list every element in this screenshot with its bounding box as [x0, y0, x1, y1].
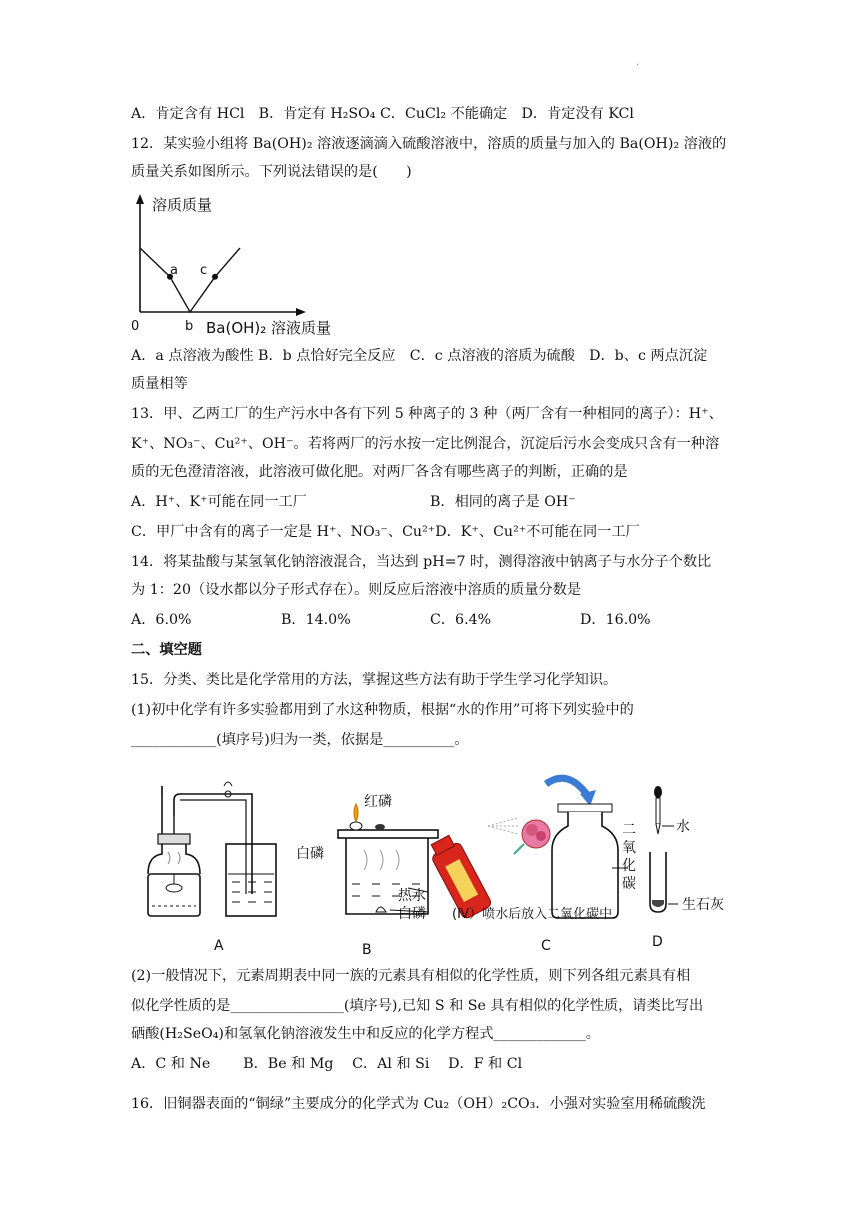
co2-label: 二氧化碳: [622, 822, 636, 892]
q13-options-cd: C．甲厂中含有的离子一定是 H⁺、NO₃⁻、Cu²⁺D．K⁺、Cu²⁺不可能在同一工厂: [131, 524, 640, 540]
q12-graph: [128, 190, 348, 340]
q15-part1-line2: ____________(填序号)归为一类，依据是__________。: [131, 732, 469, 748]
q12-options-line1: A．a 点溶液为酸性 B．b 点恰好完全反应 C．c 点溶液的溶质为硫酸 D．b、c 两点沉淀: [131, 348, 708, 364]
point-a-label: a: [170, 263, 178, 278]
point-b-label: b: [185, 319, 194, 334]
x-axis-arrow: [296, 308, 306, 316]
hot-water-label: 热水: [398, 888, 426, 904]
experiment-a: [148, 782, 276, 954]
q15-part2-line1: (2)一般情况下，元素周期表中同一族的元素具有相似的化学性质，则下列各组元素具有相: [131, 968, 691, 984]
q14-option-a: A．6.0%: [131, 612, 192, 628]
q13-option-b: B．相同的离子是 OH⁻: [430, 494, 576, 510]
q15-part2-line2: 似化学性质的是________________(填序号),已知 S 和 Se 具有相似的化学性质，请类比写出: [131, 998, 704, 1014]
q11-options: A．肯定含有 HCl B．肯定有 H₂SO₄ C．CuCl₂ 不能确定 D．肯定没有 KCl: [131, 106, 634, 122]
q14-option-b: B．14.0%: [281, 612, 351, 628]
label-a: A: [214, 938, 224, 954]
q15-part2-line3: 硒酸(H₂SeO₄)和氢氧化钠溶液发生中和反应的化学方程式_____________。: [131, 1026, 600, 1042]
label-b: B: [362, 942, 372, 958]
q12-options-line2: 质量相等: [131, 376, 188, 392]
point-c-label: c: [200, 263, 208, 278]
q14-option-d: D．16.0%: [580, 612, 651, 628]
experiment-d: [650, 786, 724, 950]
q14-stem-line2: 为 1：20（设水都以分子形式存在）。则反应后溶液中溶质的质量分数是: [131, 582, 582, 598]
quicklime-label: 生石灰: [682, 897, 724, 913]
label-c: C: [541, 938, 551, 954]
y-axis-arrow: [136, 194, 144, 204]
curve-line: [140, 248, 240, 312]
q12-stem-line1: 12．某实验小组将 Ba(OH)₂ 溶液逐滴滴入硫酸溶液中，溶质的质量与加入的 Ba(OH)₂ 溶液的: [131, 136, 727, 152]
white-phosphorus-left-label: 白磷: [296, 846, 324, 862]
experiment-b: [296, 793, 438, 958]
q13-stem-line2: K⁺、NO₃⁻、Cu²⁺、OH⁻。若将两厂的污水按一定比例混合，沉淀后污水会变成只含有一种溶: [131, 436, 720, 452]
graph-curve: [140, 248, 240, 312]
q13-stem-line1: 13．甲、乙两工厂的生产污水中各有下列 5 种离子的 3 种（两厂含有一种相同的离子）：H⁺、: [131, 406, 723, 422]
red-phosphorus-label: 红磷: [364, 794, 392, 810]
q14-stem-line1: 14．将某盐酸与某氢氧化钠溶液混合，当达到 pH=7 时，测得溶液中钠离子与水分子个数比: [131, 554, 712, 570]
experiments-figure: [128, 764, 768, 964]
q12-stem-line2: 质量关系如图所示。下列说法错误的是( ): [131, 164, 412, 180]
q14-option-c: C．6.4%: [430, 612, 492, 628]
q15-part1-line1: (1)初中化学有许多实验都用到了水这种物质，根据“水的作用”可将下列实验中的: [131, 702, 634, 718]
q16-stem: 16．旧铜器表面的“铜绿”主要成分的化学式为 Cu₂（OH）₂CO₃．小强对实验室用稀硫酸洗: [131, 1096, 706, 1112]
graph-xlabel: Ba(OH)₂ 溶液质量: [206, 319, 332, 337]
header-mark: ·: [636, 60, 640, 71]
q15-stem: 15．分类、类比是化学常用的方法，掌握这些方法有助于学生学习化学知识。: [131, 672, 618, 688]
graph-origin: 0: [131, 319, 140, 334]
label-d: D: [652, 934, 663, 950]
q15-part2-options: A．C 和 Ne B．Be 和 Mg C．Al 和 Si D．F 和 Cl: [131, 1056, 523, 1072]
experiment-c: [426, 778, 636, 954]
white-phosphorus-bottom-label: 白磷: [398, 906, 426, 922]
q13-stem-line3: 质的无色澄清溶液，此溶液可做化肥。对两厂各含有哪些离子的判断，正确的是: [131, 464, 628, 480]
water-label: 水: [676, 819, 690, 835]
caption-c: (Ⅳ）喷水后放入二氧化碳中: [452, 907, 613, 922]
graph-ylabel: 溶质质量: [152, 196, 213, 214]
section-title: 二、填空题: [131, 642, 202, 658]
q13-option-a: A．H⁺、K⁺可能在同一工厂: [131, 494, 307, 510]
point-c-marker: [212, 274, 218, 280]
